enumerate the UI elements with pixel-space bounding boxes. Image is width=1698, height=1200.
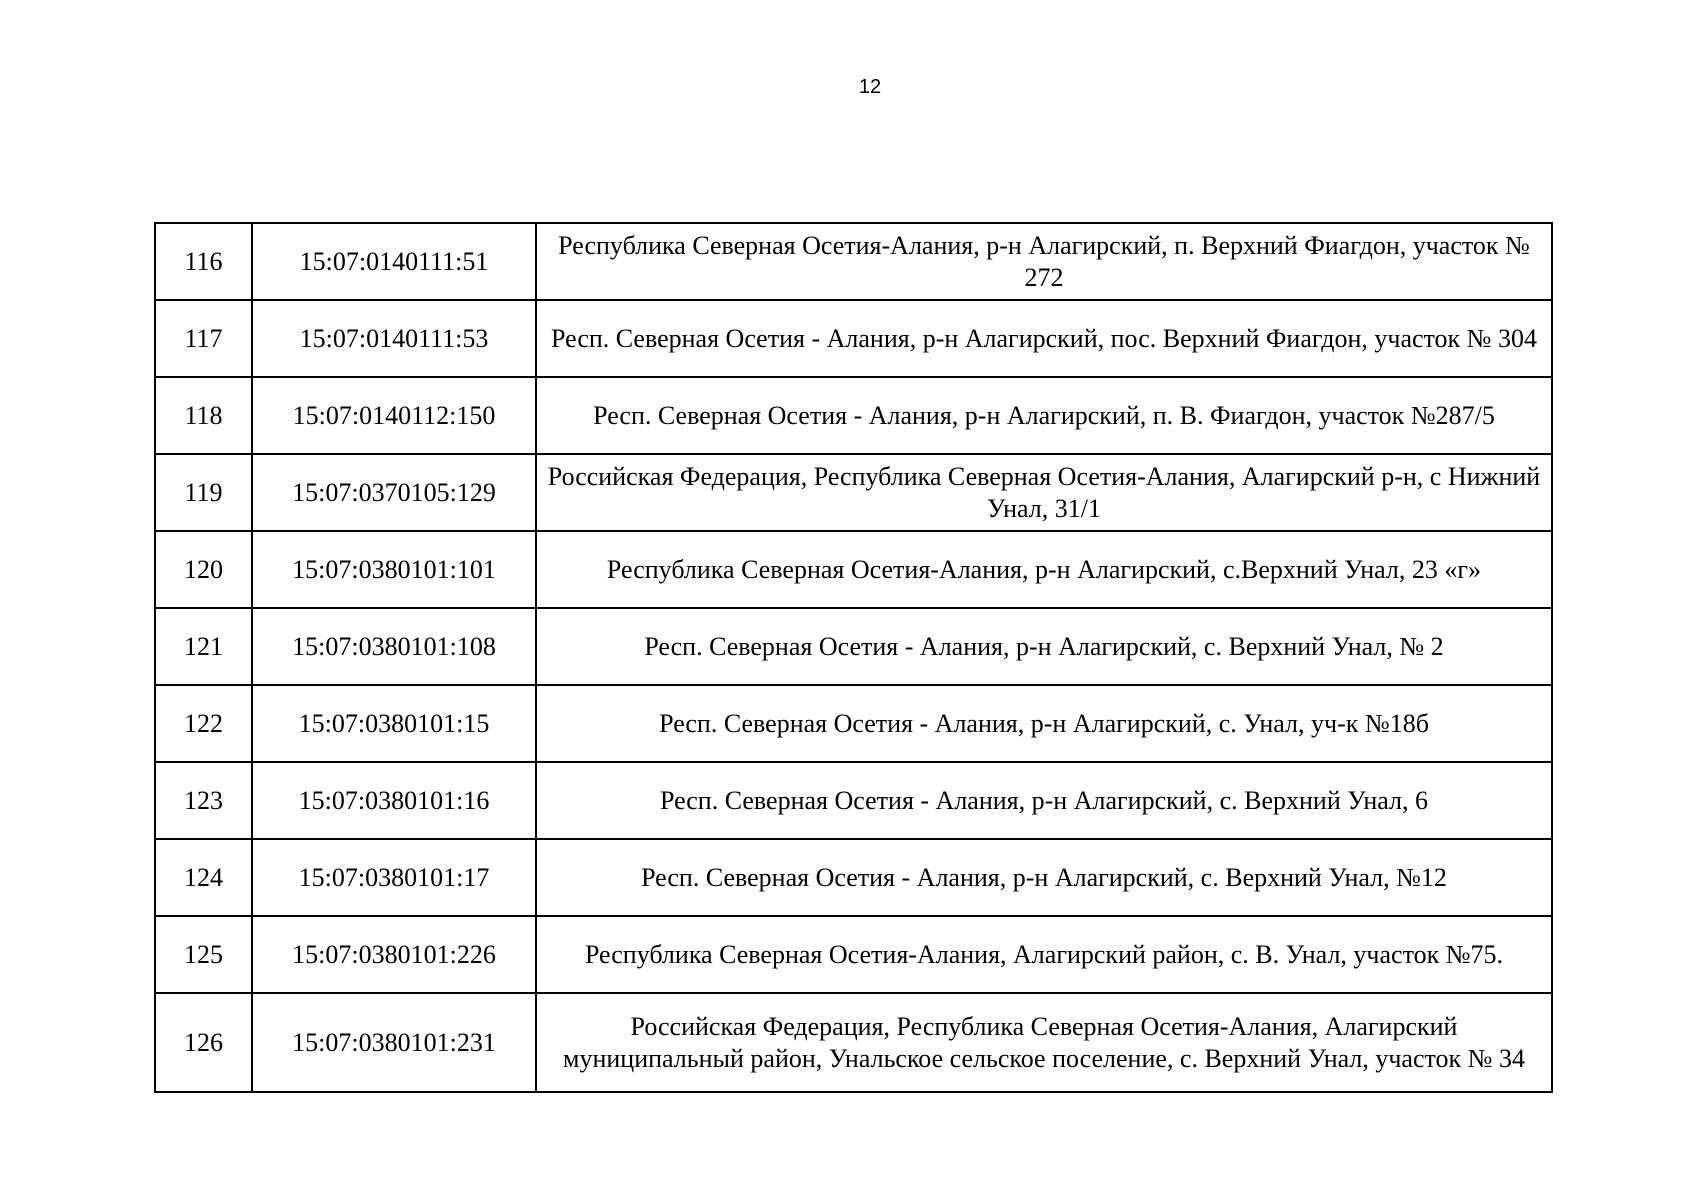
cadastral-number-cell: 15:07:0370105:129	[252, 454, 536, 531]
address-cell: Респ. Северная Осетия - Алания, р-н Алагирский, с. Верхний Унал, №12	[536, 839, 1552, 916]
address-cell: Респ. Северная Осетия - Алания, р-н Алагирский, пос. Верхний Фиагдон, участок № 304	[536, 300, 1552, 377]
row-number-cell: 126	[155, 993, 252, 1092]
table-row	[155, 454, 1552, 531]
table-row	[155, 377, 1552, 454]
cadastral-number-cell: 15:07:0380101:226	[252, 916, 536, 993]
table-row	[155, 993, 1552, 1092]
address-cell: Респ. Северная Осетия - Алания, р-н Алагирский, с. Верхний Унал, 6	[536, 762, 1552, 839]
row-number-cell: 117	[155, 300, 252, 377]
address-cell: Российская Федерация, Республика Северная Осетия-Алания, Алагирский муниципальный район, Унальское сельское поселение, с. Верхний Унал, участок № 34	[536, 993, 1552, 1092]
address-cell: Респ. Северная Осетия - Алания, р-н Алагирский, с. Унал, уч-к №18б	[536, 685, 1552, 762]
address-cell: Респ. Северная Осетия - Алания, р-н Алагирский, п. В. Фиагдон, участок №287/5	[536, 377, 1552, 454]
land-plot-table	[154, 222, 1553, 1093]
address-cell: Республика Северная Осетия-Алания, р-н Алагирский, с.Верхний Унал, 23 «г»	[536, 531, 1552, 608]
table-row	[155, 300, 1552, 377]
address-cell: Республика Северная Осетия-Алания, р-н Алагирский, п. Верхний Фиагдон, участок № 272	[536, 223, 1552, 300]
row-number-cell: 124	[155, 839, 252, 916]
cadastral-number-cell: 15:07:0140111:53	[252, 300, 536, 377]
cadastral-number-cell: 15:07:0380101:101	[252, 531, 536, 608]
address-cell: Республика Северная Осетия-Алания, Алагирский район, с. В. Унал, участок №75.	[536, 916, 1552, 993]
row-number-cell: 123	[155, 762, 252, 839]
address-cell: Респ. Северная Осетия - Алания, р-н Алагирский, с. Верхний Унал, № 2	[536, 608, 1552, 685]
cadastral-number-cell: 15:07:0140112:150	[252, 377, 536, 454]
cadastral-number-cell: 15:07:0380101:17	[252, 839, 536, 916]
row-number-cell: 120	[155, 531, 252, 608]
cadastral-number-cell: 15:07:0380101:108	[252, 608, 536, 685]
row-number-cell: 122	[155, 685, 252, 762]
table-row	[155, 916, 1552, 993]
row-number-cell: 118	[155, 377, 252, 454]
page-number: 12	[858, 76, 882, 98]
cadastral-number-cell: 15:07:0380101:231	[252, 993, 536, 1092]
cadastral-number-cell: 15:07:0140111:51	[252, 223, 536, 300]
table-row	[155, 685, 1552, 762]
table-row	[155, 531, 1552, 608]
cadastral-number-cell: 15:07:0380101:15	[252, 685, 536, 762]
table-row	[155, 762, 1552, 839]
table-row	[155, 223, 1552, 300]
address-cell: Российская Федерация, Республика Северная Осетия-Алания, Алагирский р-н, с Нижний Унал, 31/1	[536, 454, 1552, 531]
row-number-cell: 119	[155, 454, 252, 531]
row-number-cell: 121	[155, 608, 252, 685]
table-row	[155, 608, 1552, 685]
cadastral-number-cell: 15:07:0380101:16	[252, 762, 536, 839]
table-row	[155, 839, 1552, 916]
row-number-cell: 125	[155, 916, 252, 993]
row-number-cell: 116	[155, 223, 252, 300]
